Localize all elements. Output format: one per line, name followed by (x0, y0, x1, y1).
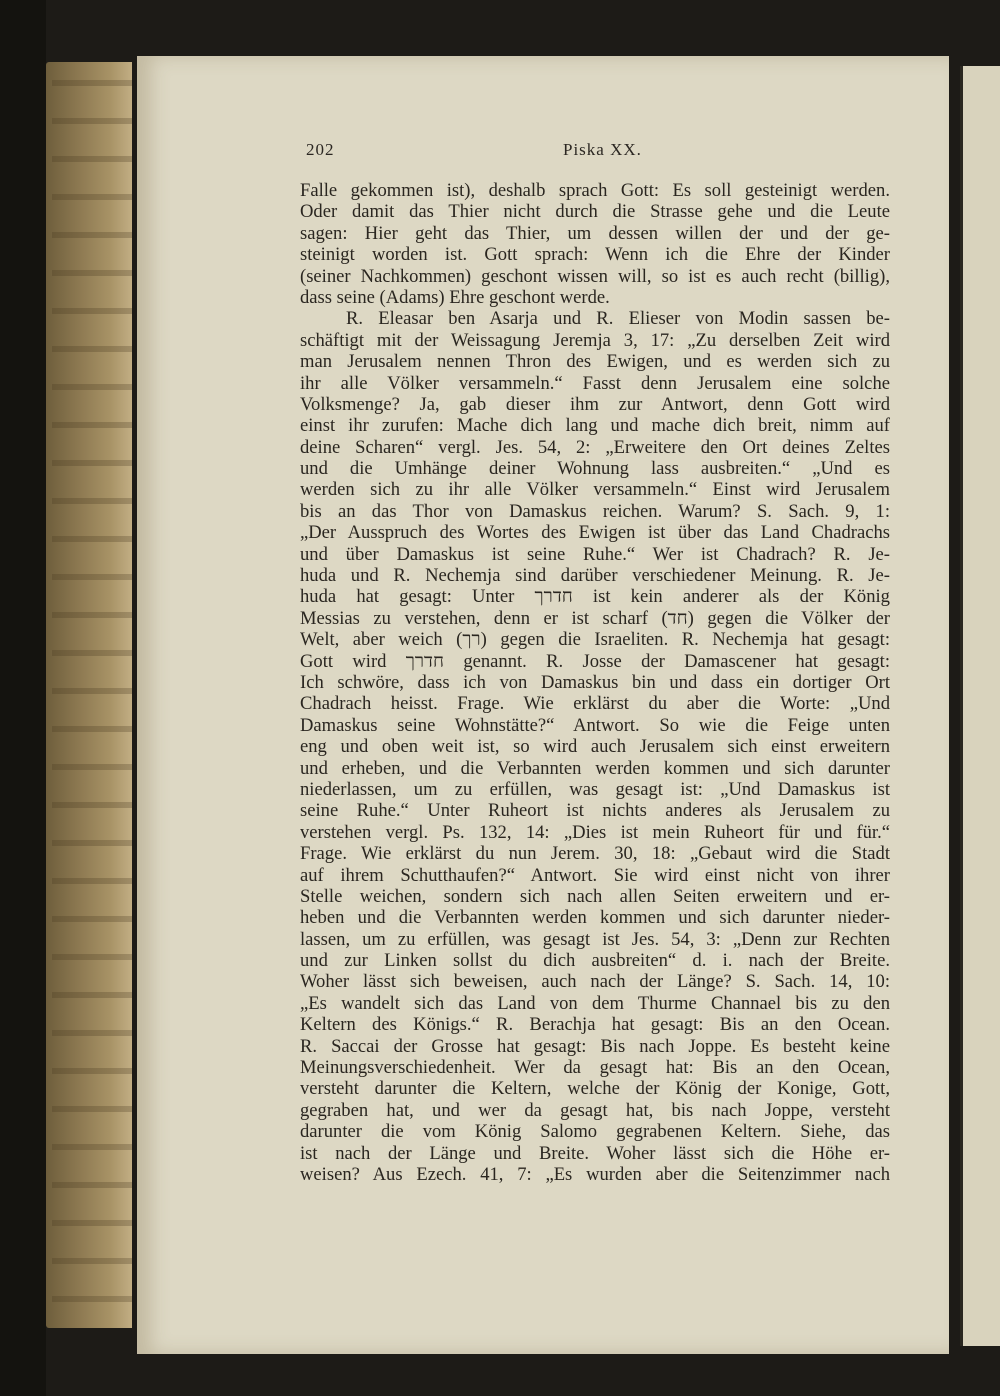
page-number: 202 (306, 140, 335, 159)
text-line: ihr alle Völker versammeln.“ Fasst denn Jerusalem eine solche (300, 372, 890, 394)
text-line: Volksmenge? Ja, gab dieser ihm zur Antwort, denn Gott wird (300, 393, 890, 415)
text-line: auf ihrem Schutthaufen?“ Antwort. Sie wird einst nicht von ihrer (300, 864, 890, 886)
text-line: Falle gekommen ist), deshalb sprach Gott: Es soll gesteinigt werden. (300, 180, 890, 201)
text-line: Woher lässt sich beweisen, auch nach der Länge? S. Sach. 14, 10: (300, 971, 890, 993)
page-header (306, 140, 886, 170)
text-line: ist nach der Länge und Breite. Woher lässt sich die Höhe er- (300, 1142, 890, 1164)
text-line: heben und die Verbannten werden kommen und sich darunter nieder- (300, 907, 890, 929)
text-line: „Es wandelt sich das Land von dem Thurme Channael bis zu den (300, 992, 890, 1014)
text-line: werden sich zu ihr alle Völker versammeln.“ Einst wird Jerusalem (300, 479, 890, 501)
text-line: (seiner Nachkommen) geschont wissen will, so ist es auch recht (billig), (300, 265, 890, 287)
text-line: R. Eleasar ben Asarja und R. Elieser von Modin sassen be- (346, 308, 890, 330)
text-line: „Der Ausspruch des Wortes des Ewigen ist über das Land Chadrachs (300, 522, 890, 544)
text-line: Keltern des Königs.“ R. Berachja hat gesagt: Bis an den Ocean. (300, 1014, 890, 1036)
text-line: versteht darunter die Keltern, welche der König der Konige, Gott, (300, 1078, 890, 1100)
text-line: huda und R. Nechemja sind darüber verschiedener Meinung. R. Je- (300, 565, 890, 587)
text-line: steinigt worden ist. Gott sprach: Wenn ich die Ehre der Kinder (300, 244, 890, 266)
text-line: R. Saccai der Grosse hat gesagt: Bis nach Joppe. Es besteht keine (300, 1035, 890, 1057)
text-line: Chadrach heisst. Frage. Wie erklärst du aber die Worte: „Und (300, 693, 890, 715)
text-line: Oder damit das Thier nicht durch die Strasse gehe und die Leute (300, 201, 890, 223)
text-line: verstehen vergl. Ps. 132, 14: „Dies ist mein Ruheort für und für.“ (300, 821, 890, 843)
text-line: weisen? Aus Ezech. 41, 7: „Es wurden aber die Seitenzimmer nach (300, 1163, 890, 1185)
text-line: deine Scharen“ vergl. Jes. 54, 2: „Erweitere den Ort deines Zeltes (300, 436, 890, 458)
text-line: und die Umhänge deiner Wohnung lass ausbreiten.“ „Und es (300, 458, 890, 480)
text-line: dass seine (Adams) Ehre geschont werde. (300, 286, 610, 308)
text-line: lassen, um zu erfüllen, was gesagt ist Jes. 54, 3: „Denn zur Rechten (300, 928, 890, 950)
text-line: man Jerusalem nennen Thron des Ewigen, und es werden sich zu (300, 351, 890, 373)
text-line: bis an das Thor von Damaskus reichen. Warum? S. Sach. 9, 1: (300, 500, 890, 522)
text-line: Messias zu verstehen, denn er ist scharf (חד) gegen die Völker der (300, 607, 890, 629)
text-line: Damaskus seine Wohnstätte?“ Antwort. So wie die Feige unten (300, 714, 890, 736)
text-line: niederlassen, um zu erfüllen, was gesagt ist: „Und Damaskus ist (300, 778, 890, 800)
body-text (300, 180, 890, 1185)
text-line: Stelle weichen, sondern sich nach allen Seiten erweitern und er- (300, 885, 890, 907)
page-edge-texture (52, 80, 132, 1310)
text-line: und erheben, und die Verbannten werden kommen und sich darunter (300, 757, 890, 779)
text-line: seine Ruhe.“ Unter Ruheort ist nichts anderes als Jerusalem zu (300, 800, 890, 822)
text-line: und über Damaskus ist seine Ruhe.“ Wer ist Chadrach? R. Je- (300, 543, 890, 565)
running-title: Piska XX. (563, 140, 642, 159)
text-line: und zur Linken sollst du dich ausbreiten“ d. i. nach der Breite. (300, 950, 890, 972)
facing-page-edge (960, 66, 1000, 1346)
text-line: Welt, aber weich (רך) gegen die Israeliten. R. Nechemja hat gesagt: (300, 629, 890, 651)
text-line: Meinungsverschiedenheit. Wer da gesagt hat: Bis an den Ocean, (300, 1057, 890, 1079)
text-line: gegraben hat, und wer da gesagt hat, bis nach Joppe, versteht (300, 1099, 890, 1121)
book-cover-edge (0, 0, 46, 1396)
text-line: Gott wird חדרך genannt. R. Josse der Damascener hat gesagt: (300, 650, 890, 672)
text-line: Frage. Wie erklärst du nun Jerem. 30, 18: „Gebaut wird die Stadt (300, 843, 890, 865)
text-line: sagen: Hier geht das Thier, um dessen willen der und der ge- (300, 222, 890, 244)
text-line: huda hat gesagt: Unter חדרך ist kein anderer als der König (300, 586, 890, 608)
text-line: einst ihr zurufen: Mache dich lang und mache dich breit, nimm auf (300, 415, 890, 437)
text-line: schäftigt mit der Weissagung Jeremja 3, 17: „Zu derselben Zeit wird (300, 329, 890, 351)
text-line: eng und oben weit ist, so wird auch Jerusalem sich einst erweitern (300, 736, 890, 758)
text-line: darunter die vom König Salomo gegrabenen Keltern. Siehe, das (300, 1121, 890, 1143)
text-line: Ich schwöre, dass ich von Damaskus bin und dass ein dortiger Ort (300, 671, 890, 693)
